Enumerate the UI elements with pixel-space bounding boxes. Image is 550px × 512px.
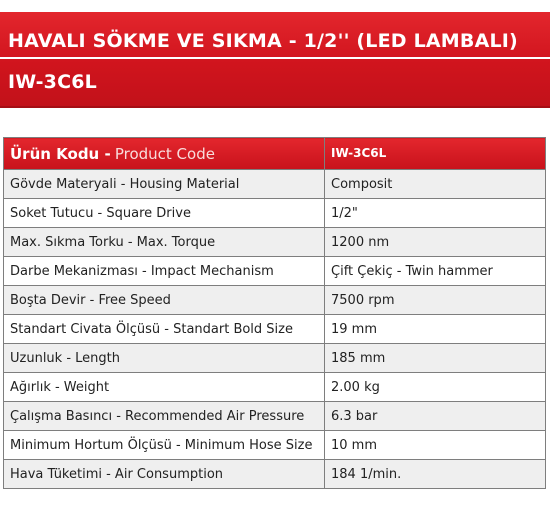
row-label: Gövde Materyali - Housing Material: [4, 170, 325, 199]
row-label: Boşta Devir - Free Speed: [4, 286, 325, 315]
table-row: [4, 402, 546, 431]
table-row: [4, 344, 546, 373]
row-value: 7500 rpm: [325, 286, 546, 315]
row-value: 19 mm: [325, 315, 546, 344]
product-code-label: [4, 138, 325, 170]
row-label: Çalışma Basıncı - Recommended Air Pressure: [4, 402, 325, 431]
row-label: Hava Tüketimi - Air Consumption: [4, 460, 325, 489]
table-row: [4, 315, 546, 344]
product-code-value-text: IW-3C6L: [331, 146, 387, 160]
row-value: Composit: [325, 170, 546, 199]
table-row: [4, 228, 546, 257]
row-label: Max. Sıkma Torku - Max. Torque: [4, 228, 325, 257]
product-title: HAVALI SÖKME VE SIKMA - 1/2'' (LED LAMBALI): [8, 30, 518, 52]
row-label: Ağırlık - Weight: [4, 373, 325, 402]
row-value: 1200 nm: [325, 228, 546, 257]
table-row: [4, 199, 546, 228]
title-divider: [0, 57, 550, 59]
row-value: 6.3 bar: [325, 402, 546, 431]
table-row: [4, 286, 546, 315]
row-value: 2.00 kg: [325, 373, 546, 402]
table-row: [4, 373, 546, 402]
product-code-value: [325, 138, 546, 170]
product-model: IW-3C6L: [8, 71, 97, 93]
product-code-label-en: Product Code: [114, 144, 215, 163]
product-code-label-tr: Ürün Kodu -: [10, 144, 111, 163]
row-value: Çift Çekiç - Twin hammer: [325, 257, 546, 286]
table-row: [4, 460, 546, 489]
table-header-row: [4, 138, 546, 170]
spec-table: [3, 137, 546, 489]
row-value: 1/2": [325, 199, 546, 228]
row-value: 185 mm: [325, 344, 546, 373]
row-label: Soket Tutucu - Square Drive: [4, 199, 325, 228]
row-label: Standart Civata Ölçüsü - Standart Bold Size: [4, 315, 325, 344]
row-value: 184 1/min.: [325, 460, 546, 489]
title-banner: [0, 12, 550, 106]
row-label: Uzunluk - Length: [4, 344, 325, 373]
table-row: [4, 431, 546, 460]
row-label: Minimum Hortum Ölçüsü - Minimum Hose Size: [4, 431, 325, 460]
row-value: 10 mm: [325, 431, 546, 460]
table-row: [4, 257, 546, 286]
row-label: Darbe Mekanizması - Impact Mechanism: [4, 257, 325, 286]
table-row: [4, 170, 546, 199]
